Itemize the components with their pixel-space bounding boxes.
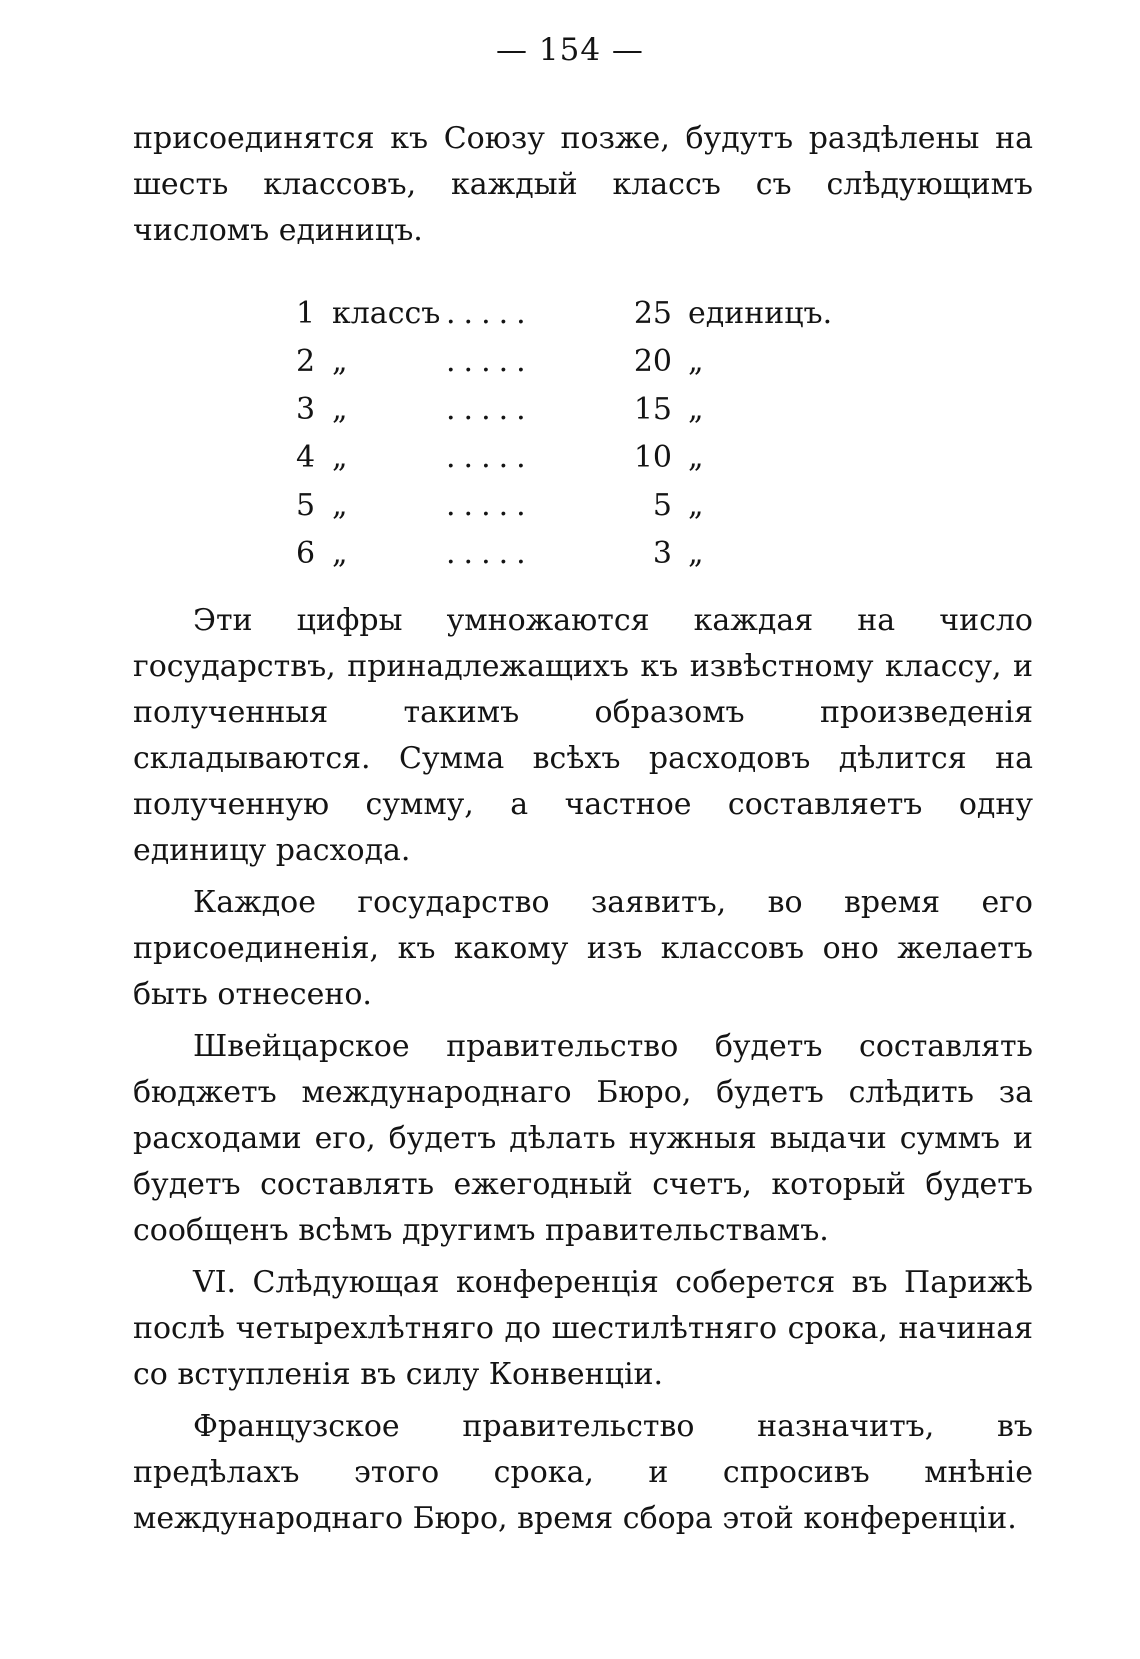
class-row (296, 392, 856, 440)
class-units-label: единицъ. (688, 296, 833, 331)
leader-dots: ..... (446, 536, 534, 571)
class-units-value: 5 (652, 488, 672, 523)
paragraph-french-government: Французское правительство назначитъ, въ предѣлахъ этого срока, и спросивъ мнѣніе международнаго Бюро, время сбора этой конференціи. (133, 1409, 1033, 1536)
class-units-value: 3 (652, 536, 672, 571)
leader-dots: ..... (446, 296, 534, 331)
class-units-label: „ (688, 392, 704, 427)
class-label: „ (332, 344, 348, 379)
paragraph-swiss-budget: Швейцарское правительство будетъ составлять бюджетъ международнаго Бюро, будетъ слѣдить за расходами его, будетъ дѣлать нужныя выдачи суммъ и будетъ составлять ежегодный счетъ, который будетъ сообщенъ всѣмъ другимъ правительствамъ. (133, 1029, 1033, 1248)
class-units-value: 20 (633, 344, 672, 379)
class-number: 5 (296, 488, 316, 523)
page-number: — 154 — (496, 32, 644, 68)
class-row (296, 296, 856, 344)
intro-block (133, 116, 1033, 254)
class-number: 4 (296, 440, 316, 475)
class-units-value: 10 (633, 440, 672, 475)
paragraph-next-conference: VI. Слѣдующая конференція соберется въ Парижѣ послѣ четырехлѣтняго до шестилѣтняго срока, начиная со вступленія въ силу Конвенціи. (133, 1265, 1033, 1392)
body-text (133, 598, 1033, 1542)
class-row (296, 536, 856, 584)
intro-paragraph: присоединятся къ Союзу позже, будутъ раздѣлены на шесть классовъ, каждый классъ съ слѣдующимъ числомъ единицъ. (133, 121, 1033, 248)
class-number: 2 (296, 344, 316, 379)
class-label: „ (332, 392, 348, 427)
classes-table (296, 296, 856, 584)
leader-dots: ..... (446, 344, 534, 379)
class-row (296, 344, 856, 392)
class-row (296, 440, 856, 488)
class-label: классъ (332, 296, 441, 331)
class-units-value: 25 (633, 296, 672, 331)
class-units-label: „ (688, 488, 704, 523)
class-number: 6 (296, 536, 316, 571)
leader-dots: ..... (446, 440, 534, 475)
leader-dots: ..... (446, 392, 534, 427)
class-units-value: 15 (633, 392, 672, 427)
class-row (296, 488, 856, 536)
class-label: „ (332, 440, 348, 475)
class-units-label: „ (688, 536, 704, 571)
class-units-label: „ (688, 344, 704, 379)
paragraph-units-calculation: Эти цифры умножаются каждая на число государствъ, принадлежащихъ къ извѣстному классу, и полученныя такимъ образомъ произведенія складываются. Сумма всѣхъ расходовъ дѣлится на полученную сумму, а частное составляетъ одну единицу расхода. (133, 603, 1033, 868)
class-label: „ (332, 488, 348, 523)
class-number: 3 (296, 392, 316, 427)
class-number: 1 (296, 296, 316, 331)
leader-dots: ..... (446, 488, 534, 523)
paragraph-class-declaration: Каждое государство заявитъ, во время его присоединенія, къ какому изъ классовъ оно желаетъ быть отнесено. (133, 885, 1033, 1012)
class-label: „ (332, 536, 348, 571)
class-units-label: „ (688, 440, 704, 475)
